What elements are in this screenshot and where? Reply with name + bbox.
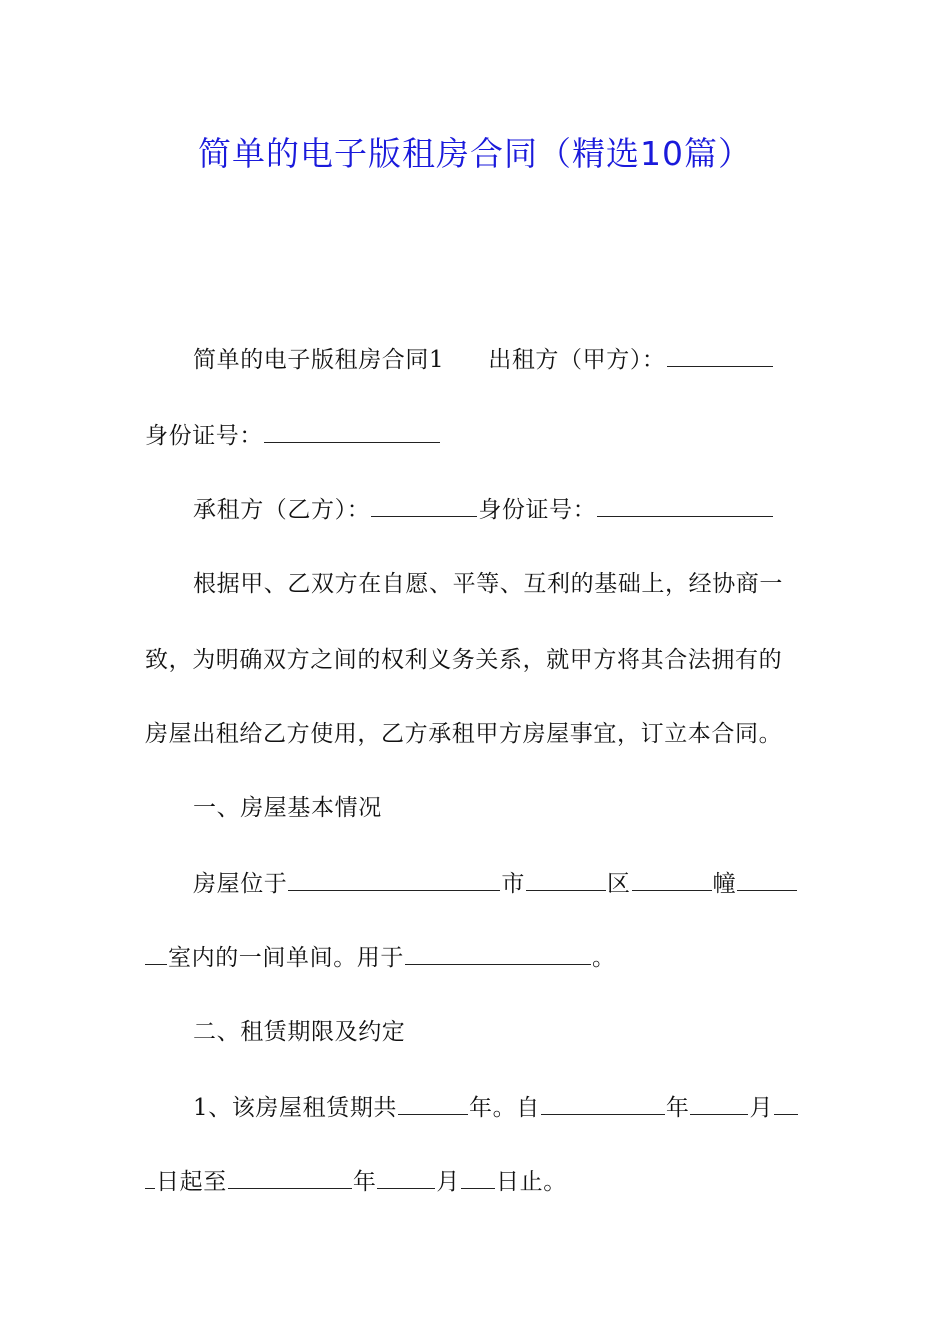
- term-end-line: [145, 1162, 810, 1202]
- lessee-name-blank: [371, 492, 477, 517]
- to-year-label: 年: [352, 1169, 377, 1195]
- location-blank: [288, 866, 500, 891]
- from-year-label: 年: [665, 1095, 690, 1121]
- lessor-id-line: [145, 416, 810, 456]
- building-blank: [632, 866, 712, 891]
- from-day-blank-b: [145, 1164, 155, 1189]
- intro-line-1: 根据甲、乙双方在自愿、平等、互利的基础上，经协商一: [193, 571, 783, 597]
- from-month-blank: [690, 1090, 748, 1115]
- from-year-blank: [541, 1090, 665, 1115]
- to-month-label: 月: [436, 1169, 461, 1195]
- to-day-blank: [461, 1164, 495, 1189]
- lessor-name-blank: [667, 342, 773, 367]
- room-end: 。: [592, 945, 616, 971]
- location-prefix: 房屋位于: [193, 871, 288, 897]
- location-line: [193, 864, 810, 904]
- unit-blank-a: [737, 866, 797, 891]
- to-year-blank: [228, 1164, 352, 1189]
- city-label: 市: [501, 871, 526, 897]
- section-1-heading: 一、房屋基本情况: [193, 795, 382, 821]
- term-line: [193, 1088, 810, 1128]
- lessee-line: [193, 490, 810, 530]
- section-2-heading: 二、租赁期限及约定: [193, 1019, 406, 1045]
- intro-line-3: 房屋出租给乙方使用，乙方承租甲方房屋事宜，订立本合同。: [145, 721, 783, 747]
- room-line: [145, 938, 810, 978]
- district-blank: [526, 866, 606, 891]
- room-text: 室内的一间单间。用于: [168, 945, 404, 971]
- usage-blank: [405, 940, 591, 965]
- term-prefix: 1、该房屋租赁期共: [193, 1095, 398, 1121]
- district-label: 区: [607, 871, 631, 897]
- intro-line-2: 致，为明确双方之间的权利义务关系，就甲方将其合法拥有的: [145, 647, 783, 673]
- from-day-blank-a: [774, 1090, 798, 1115]
- lessor-id-blank: [264, 418, 440, 443]
- contract-header-line: [193, 340, 810, 380]
- lessor-id-label: 身份证号：: [145, 423, 263, 449]
- term-year-label: 年。自: [469, 1095, 540, 1121]
- to-month-blank: [377, 1164, 435, 1189]
- lessee-id-label: 身份证号：: [478, 497, 597, 523]
- from-month-label: 月: [749, 1095, 774, 1121]
- lessee-id-blank: [597, 492, 773, 517]
- building-label: 幢: [712, 871, 737, 897]
- contract-heading: 简单的电子版租房合同1: [193, 347, 445, 373]
- lessee-label: 承租方（乙方）：: [193, 497, 371, 523]
- term-end: 日止。: [496, 1169, 567, 1195]
- unit-blank-b: [145, 940, 167, 965]
- term-years-blank: [398, 1090, 468, 1115]
- lessor-label: 出租方（甲方）：: [488, 347, 666, 373]
- term-day-start: 日起至: [156, 1169, 227, 1195]
- document-title: 简单的电子版租房合同（精选10篇）: [198, 134, 752, 173]
